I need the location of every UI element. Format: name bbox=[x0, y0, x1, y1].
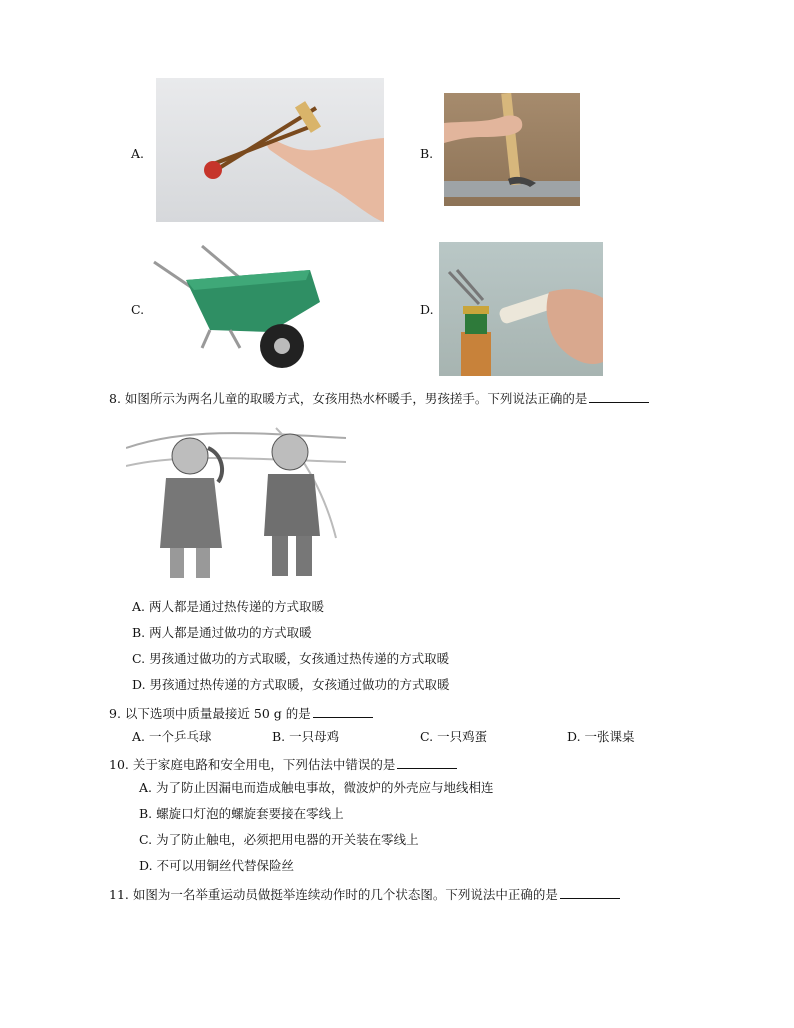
question-9-text: 9. 以下选项中质量最接近 50 g 的是 bbox=[109, 706, 311, 721]
bottle-opener-photo bbox=[439, 242, 603, 376]
question-10-option-d[interactable]: D. 不可以用铜丝代替保险丝 bbox=[139, 858, 295, 873]
option-b-label: B. bbox=[420, 146, 434, 161]
question-10-stem bbox=[109, 756, 457, 773]
question-9-option-b[interactable]: B. 一只母鸡 bbox=[272, 729, 340, 744]
question-10-option-c[interactable]: C. 为了防止触电，必须把用电器的开关装在零线上 bbox=[139, 832, 419, 847]
question-10-option-a[interactable]: A. 为了防止因漏电而造成触电事故，微波炉的外壳应与地线相连 bbox=[139, 780, 494, 795]
children-warming-illustration bbox=[126, 418, 346, 586]
option-d-label: D. bbox=[420, 302, 434, 317]
option-c-label: C. bbox=[131, 302, 145, 317]
answer-blank[interactable] bbox=[313, 705, 373, 718]
question-11-text: 11. 如图为一名举重运动员做挺举连续动作时的几个状态图。下列说法中正确的是 bbox=[109, 887, 558, 902]
question-8-option-c[interactable]: C. 男孩通过做功的方式取暖，女孩通过热传递的方式取暖 bbox=[132, 651, 450, 666]
question-9-option-c[interactable]: C. 一只鸡蛋 bbox=[420, 729, 488, 744]
question-10-option-b[interactable]: B. 螺旋口灯泡的螺旋套要接在零线上 bbox=[139, 806, 344, 821]
option-a-label: A. bbox=[131, 146, 145, 161]
question-11-stem bbox=[109, 886, 620, 903]
question-8-option-b[interactable]: B. 两人都是通过做功的方式取暖 bbox=[132, 625, 312, 640]
hammer-pulling-nail-photo bbox=[444, 93, 580, 206]
question-10-text: 10. 关于家庭电路和安全用电，下列估法中错误的是 bbox=[109, 757, 396, 772]
wheelbarrow-photo bbox=[150, 240, 326, 370]
question-8-option-d[interactable]: D. 男孩通过热传递的方式取暖，女孩通过做功的方式取暖 bbox=[132, 677, 450, 692]
question-8-stem bbox=[109, 390, 649, 407]
chopsticks-photo bbox=[156, 78, 384, 222]
answer-blank[interactable] bbox=[589, 390, 649, 403]
question-9-option-a[interactable]: A. 一个乒乓球 bbox=[132, 729, 212, 744]
question-9-option-d[interactable]: D. 一张课桌 bbox=[567, 729, 635, 744]
question-8-option-a[interactable]: A. 两人都是通过热传递的方式取暖 bbox=[132, 599, 324, 614]
question-8-text: 8. 如图所示为两名儿童的取暖方式，女孩用热水杯暖手，男孩搓手。下列说法正确的是 bbox=[109, 391, 588, 406]
answer-blank[interactable] bbox=[397, 756, 457, 769]
question-9-stem bbox=[109, 705, 373, 722]
answer-blank[interactable] bbox=[560, 886, 620, 899]
